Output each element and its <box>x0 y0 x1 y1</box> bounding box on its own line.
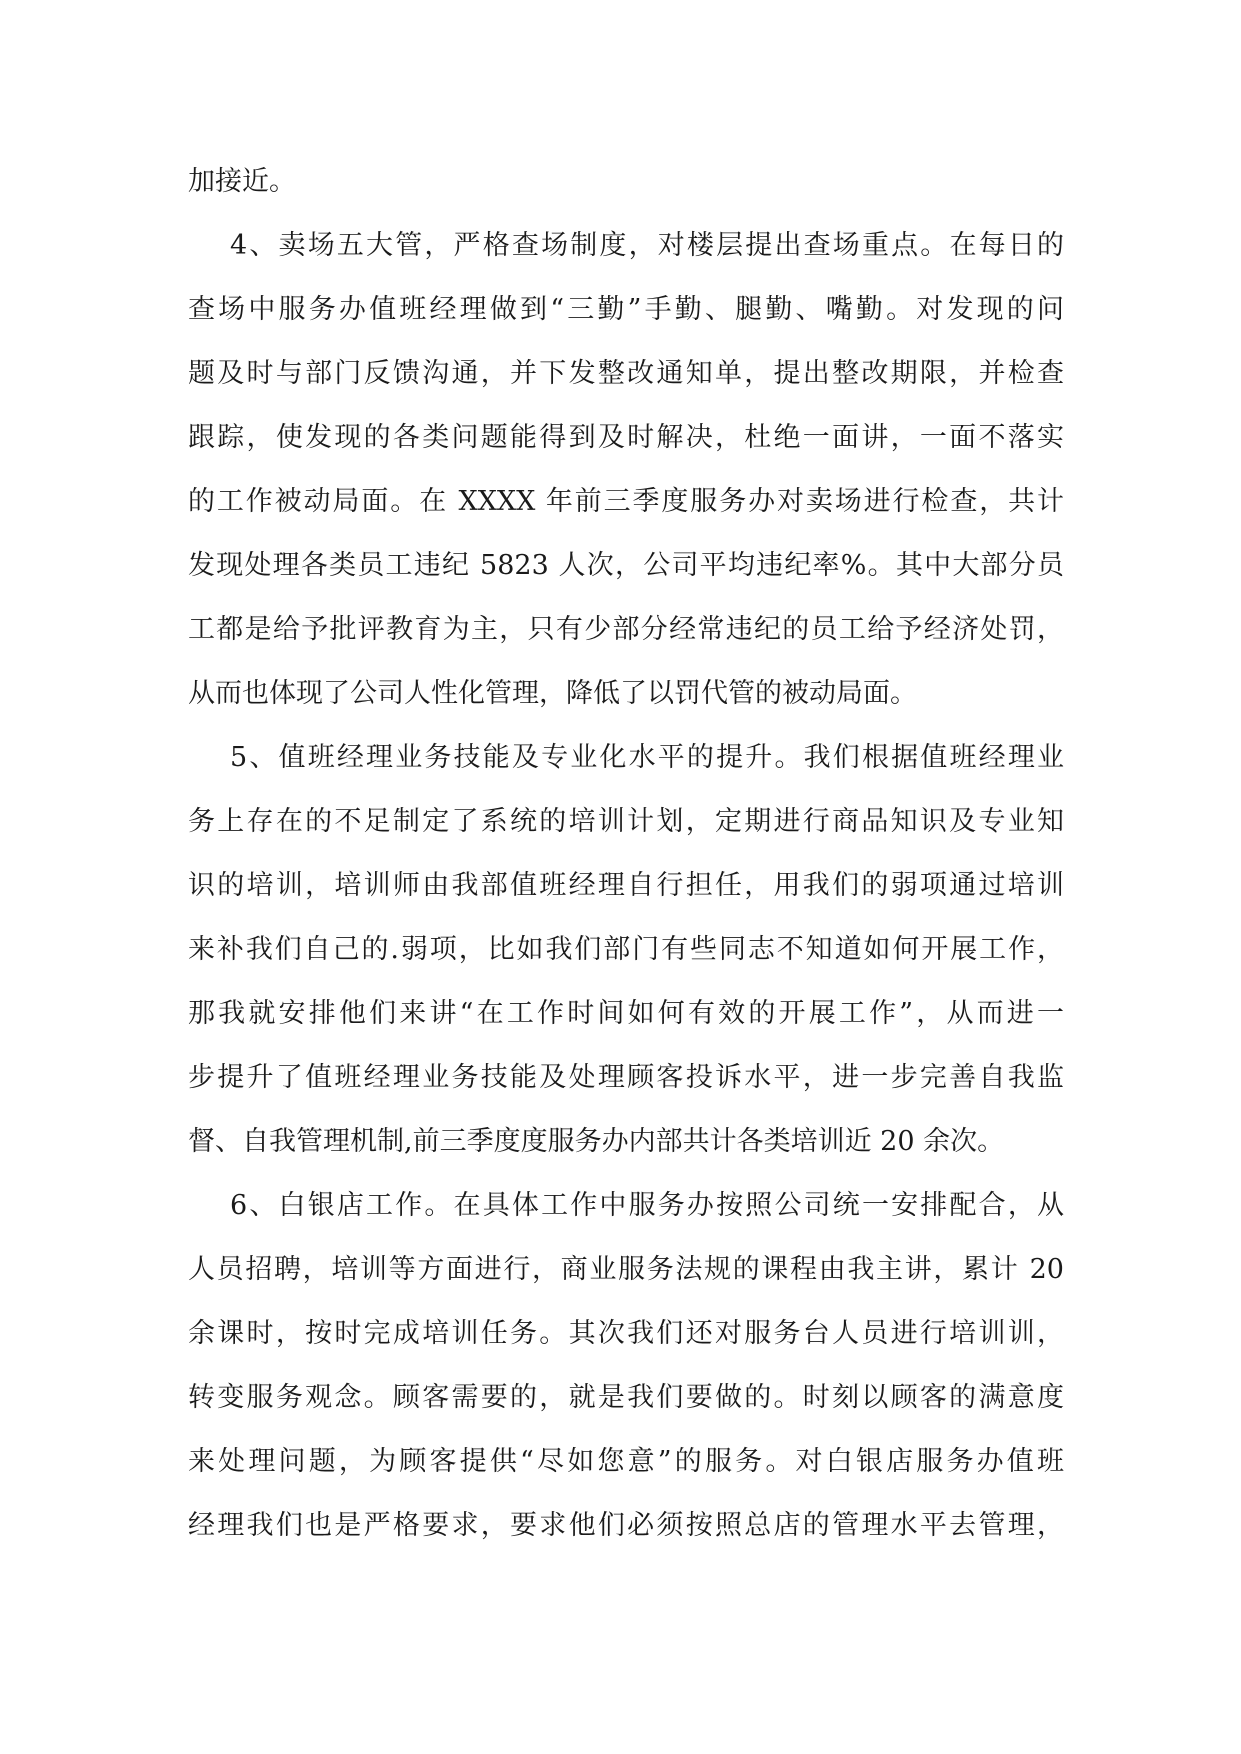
text-line: 6、白银店工作。在具体工作中服务办按照公司统一安排配合，从 <box>230 1190 1064 1221</box>
text-line: 督、自我管理机制,前三季度度服务办内部共计各类培训近 20 余次。 <box>188 1126 1005 1157</box>
text-line: 从而也体现了公司人性化管理，降低了以罚代管的被动局面。 <box>188 678 917 709</box>
text-line: 4、卖场五大管，严格查场制度，对楼层提出查场重点。在每日的 <box>230 230 1064 261</box>
text-line: 来补我们自己的.弱项，比如我们部门有些同志不知道如何开展工作， <box>188 934 1064 965</box>
text-line: 步提升了值班经理业务技能及处理顾客投诉水平，进一步完善自我监 <box>188 1062 1064 1093</box>
text-line: 查场中服务办值班经理做到“三勤”手勤、腿勤、嘴勤。对发现的问 <box>188 294 1064 325</box>
text-line: 来处理问题，为顾客提供“尽如您意”的服务。对白银店服务办值班 <box>188 1446 1064 1477</box>
text-line: 题及时与部门反馈沟通，并下发整改通知单，提出整改期限，并检查 <box>188 358 1064 389</box>
text-line: 余课时，按时完成培训任务。其次我们还对服务台人员进行培训训， <box>188 1318 1064 1349</box>
text-line: 发现处理各类员工违纪 5823 人次，公司平均违纪率%。其中大部分员 <box>188 550 1064 581</box>
text-line: 工都是给予批评教育为主，只有少部分经常违纪的员工给予经济处罚， <box>188 614 1064 645</box>
text-line: 5、值班经理业务技能及专业化水平的提升。我们根据值班经理业 <box>230 742 1064 773</box>
text-line: 的工作被动局面。在 XXXX 年前三季度服务办对卖场进行检查，共计 <box>188 486 1064 517</box>
text-line: 那我就安排他们来讲“在工作时间如何有效的开展工作”，从而进一 <box>188 998 1064 1029</box>
text-line: 识的培训，培训师由我部值班经理自行担任，用我们的弱项通过培训 <box>188 870 1064 901</box>
text-line: 跟踪，使发现的各类问题能得到及时解决，杜绝一面讲，一面不落实 <box>188 422 1064 453</box>
text-line: 人员招聘，培训等方面进行，商业服务法规的课程由我主讲，累计 20 <box>188 1254 1064 1285</box>
text-line: 转变服务观念。顾客需要的，就是我们要做的。时刻以顾客的满意度 <box>188 1382 1064 1413</box>
document-body <box>188 150 1064 1558</box>
text-line: 务上存在的不足制定了系统的培训计划，定期进行商品知识及专业知 <box>188 806 1064 837</box>
text-line: 经理我们也是严格要求，要求他们必须按照总店的管理水平去管理， <box>188 1510 1064 1541</box>
text-line: 加接近。 <box>188 166 296 197</box>
